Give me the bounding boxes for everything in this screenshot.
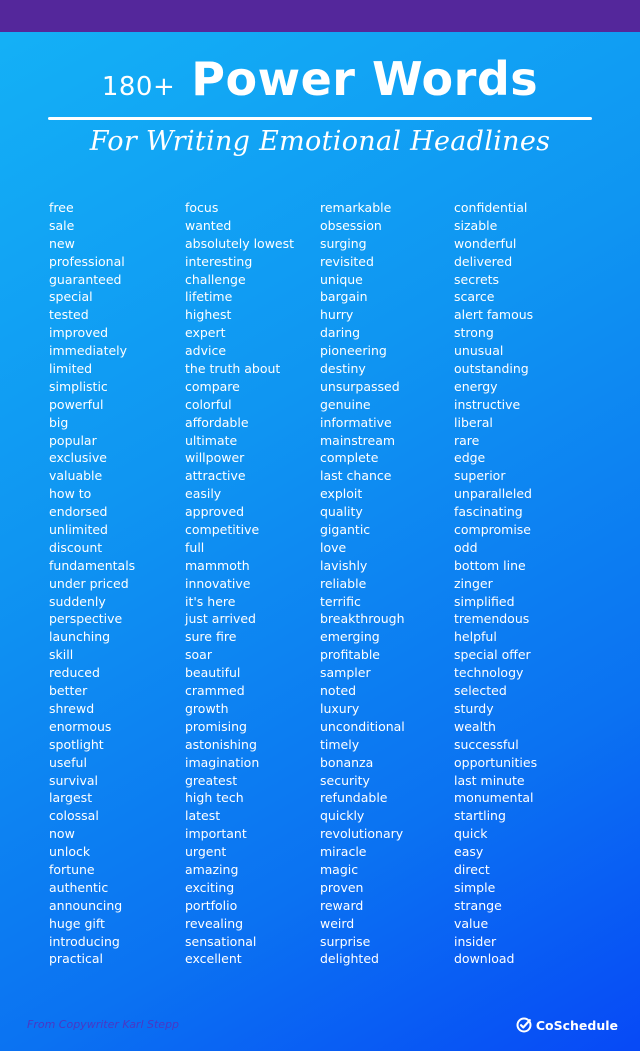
power-word: obsession (320, 217, 382, 233)
power-word: download (454, 951, 515, 967)
power-word: important (185, 826, 247, 842)
power-word: interesting (185, 253, 253, 269)
power-word: unusual (454, 343, 504, 359)
power-word: daring (320, 325, 361, 341)
power-word: successful (454, 736, 519, 752)
power-word: rare (454, 432, 480, 448)
power-word: compare (185, 378, 240, 394)
power-word: surprise (320, 933, 371, 949)
power-word: weird (320, 915, 355, 931)
power-word: largest (49, 790, 93, 806)
power-word: sensational (185, 933, 257, 949)
power-word: enormous (49, 718, 112, 734)
power-word: astonishing (185, 736, 257, 752)
power-word: new (49, 235, 75, 251)
power-word: simple (454, 879, 496, 895)
word-columns (0, 199, 640, 979)
power-word: easy (454, 844, 484, 860)
power-word: surging (320, 235, 367, 251)
power-word: innovative (185, 575, 251, 591)
power-word: emerging (320, 629, 380, 645)
power-word: tremendous (454, 611, 530, 627)
power-word: promising (185, 718, 247, 734)
power-word: sale (49, 217, 75, 233)
power-word: soar (185, 647, 212, 663)
word-column-4 (454, 199, 537, 968)
power-word: exciting (185, 879, 235, 895)
power-word: secrets (454, 271, 500, 287)
power-word: confidential (454, 200, 528, 215)
power-word: exclusive (49, 450, 107, 466)
power-word: under priced (49, 575, 129, 591)
power-word: reliable (320, 575, 367, 591)
power-word: miracle (320, 844, 367, 860)
power-word: willpower (185, 450, 245, 466)
brand-logo[interactable] (516, 1017, 618, 1033)
power-word: proven (320, 879, 364, 895)
power-word: value (454, 915, 489, 931)
power-word: better (49, 683, 88, 699)
power-word: portfolio (185, 897, 238, 913)
power-word: liberal (454, 414, 493, 430)
power-word: attractive (185, 468, 246, 484)
power-word: amazing (185, 861, 239, 877)
title-row (0, 52, 640, 118)
power-word: advice (185, 343, 227, 359)
power-word: how to (49, 486, 92, 502)
power-word: terrific (320, 593, 361, 609)
power-word: revisited (320, 253, 374, 269)
power-word: hurry (320, 307, 354, 323)
coschedule-check-icon (516, 1017, 532, 1033)
top-bar (0, 0, 640, 32)
power-word: remarkable (320, 200, 392, 215)
power-word: just arrived (185, 611, 256, 627)
power-word: bottom line (454, 557, 526, 573)
power-word: affordable (185, 414, 249, 430)
power-word: gigantic (320, 522, 371, 538)
power-word: competitive (185, 522, 260, 538)
power-word: fascinating (454, 504, 523, 520)
power-word: focus (185, 200, 219, 215)
power-word: instructive (454, 396, 521, 412)
power-word: zinger (454, 575, 493, 591)
power-word: excellent (185, 951, 242, 967)
power-word: special offer (454, 647, 531, 663)
power-word: popular (49, 432, 97, 448)
power-word: greatest (185, 772, 238, 788)
power-word: reduced (49, 665, 100, 681)
power-word: startling (454, 808, 506, 824)
power-word: skill (49, 647, 74, 663)
power-word: urgent (185, 844, 227, 860)
power-word: fundamentals (49, 557, 136, 573)
power-word: special (49, 289, 93, 305)
power-word: bargain (320, 289, 368, 305)
power-word: alert famous (454, 307, 534, 323)
source-credit: From Copywriter Karl Stepp (27, 1018, 180, 1031)
power-word: now (49, 826, 75, 842)
power-word: wonderful (454, 235, 517, 251)
power-word: challenge (185, 271, 246, 287)
power-word: imagination (185, 754, 260, 770)
power-word: revealing (185, 915, 244, 931)
power-word: strong (454, 325, 494, 341)
power-word: authentic (49, 879, 109, 895)
power-word: exploit (320, 486, 363, 502)
power-word: profitable (320, 647, 380, 663)
power-word: sure fire (185, 629, 237, 645)
power-word: unlock (49, 844, 91, 860)
power-word: security (320, 772, 370, 788)
power-word: fortune (49, 861, 95, 877)
power-word: opportunities (454, 754, 538, 770)
power-word: suddenly (49, 593, 106, 609)
power-word: absolutely lowest (185, 235, 295, 251)
power-word: unique (320, 271, 363, 287)
power-word: unsurpassed (320, 378, 400, 394)
power-word: helpful (454, 629, 497, 645)
power-word: big (49, 414, 69, 430)
power-word: direct (454, 861, 490, 877)
power-word: complete (320, 450, 379, 466)
power-word: improved (49, 325, 109, 341)
power-word: discount (49, 539, 103, 555)
power-word: noted (320, 683, 357, 699)
power-word: sampler (320, 665, 371, 681)
power-word: immediately (49, 343, 128, 359)
power-word: delivered (454, 253, 513, 269)
title-count: 180+ (101, 72, 176, 102)
power-word: easily (185, 486, 222, 502)
power-word: latest (185, 808, 221, 824)
word-column-3 (320, 199, 405, 968)
word-column-2 (185, 199, 294, 968)
power-word: highest (185, 307, 232, 323)
power-word: mammoth (185, 557, 250, 573)
power-word: luxury (320, 700, 360, 716)
power-word: unparalleled (454, 486, 532, 502)
power-word: useful (49, 754, 87, 770)
power-word: breakthrough (320, 611, 405, 627)
power-word: practical (49, 951, 103, 967)
power-word: simplistic (49, 378, 108, 394)
power-word: timely (320, 736, 360, 752)
power-word: expert (185, 325, 226, 341)
power-word: valuable (49, 468, 103, 484)
power-word: sturdy (454, 700, 494, 716)
power-word: it's here (185, 593, 236, 609)
power-word: sizable (454, 217, 498, 233)
power-word: quality (320, 504, 363, 520)
power-word: tested (49, 307, 89, 323)
power-word: introducing (49, 933, 120, 949)
title-divider (48, 117, 592, 120)
power-word: compromise (454, 522, 531, 538)
power-word: wanted (185, 217, 232, 233)
power-word: reward (320, 897, 364, 913)
power-word: outstanding (454, 361, 529, 377)
power-word: lavishly (320, 557, 368, 573)
page-subtitle: For Writing Emotional Headlines (89, 126, 551, 157)
power-word: simplified (454, 593, 515, 609)
power-word: revolutionary (320, 826, 404, 842)
power-word: crammed (185, 683, 245, 699)
power-word: announcing (49, 897, 123, 913)
power-word: full (185, 539, 205, 555)
power-word: energy (454, 378, 498, 394)
power-word: professional (49, 253, 125, 269)
power-word: insider (454, 933, 497, 949)
power-word: spotlight (49, 736, 104, 752)
power-word: selected (454, 683, 507, 699)
power-word: last chance (320, 468, 392, 484)
power-word: informative (320, 414, 392, 430)
power-word: last minute (454, 772, 525, 788)
power-word: ultimate (185, 432, 238, 448)
power-word: magic (320, 861, 359, 877)
power-word: shrewd (49, 700, 95, 716)
power-word: guaranteed (49, 271, 122, 287)
word-column-1 (49, 199, 135, 968)
power-word: colossal (49, 808, 99, 824)
power-word: approved (185, 504, 245, 520)
power-word: destiny (320, 361, 366, 377)
power-word: quickly (320, 808, 365, 824)
power-word: free (49, 200, 74, 215)
power-word: growth (185, 700, 229, 716)
power-word: endorsed (49, 504, 108, 520)
power-word: bonanza (320, 754, 374, 770)
power-word: delighted (320, 951, 379, 967)
page-title: Power Words (191, 52, 539, 106)
power-word: genuine (320, 396, 371, 412)
power-word: high tech (185, 790, 244, 806)
power-word: scarce (454, 289, 495, 305)
brand-name: CoSchedule (535, 1017, 618, 1033)
power-word: beautiful (185, 665, 241, 681)
power-word: huge gift (49, 915, 105, 931)
power-word: wealth (454, 718, 496, 734)
power-word: lifetime (185, 289, 233, 305)
power-word: survival (49, 772, 98, 788)
power-word: strange (454, 897, 502, 913)
power-word: powerful (49, 396, 104, 412)
power-word: colorful (185, 396, 232, 412)
power-word: edge (454, 450, 486, 466)
power-word: love (320, 539, 347, 555)
power-word: monumental (454, 790, 534, 806)
power-word: superior (454, 468, 506, 484)
power-word: mainstream (320, 432, 396, 448)
power-word: pioneering (320, 343, 387, 359)
power-word: the truth about (185, 361, 281, 377)
power-word: limited (49, 361, 93, 377)
power-word: odd (454, 539, 478, 555)
power-word: unconditional (320, 718, 405, 734)
power-word: launching (49, 629, 111, 645)
power-word: unlimited (49, 522, 108, 538)
power-word: refundable (320, 790, 388, 806)
power-word: perspective (49, 611, 123, 627)
power-word: technology (454, 665, 524, 681)
power-word: quick (454, 826, 488, 842)
